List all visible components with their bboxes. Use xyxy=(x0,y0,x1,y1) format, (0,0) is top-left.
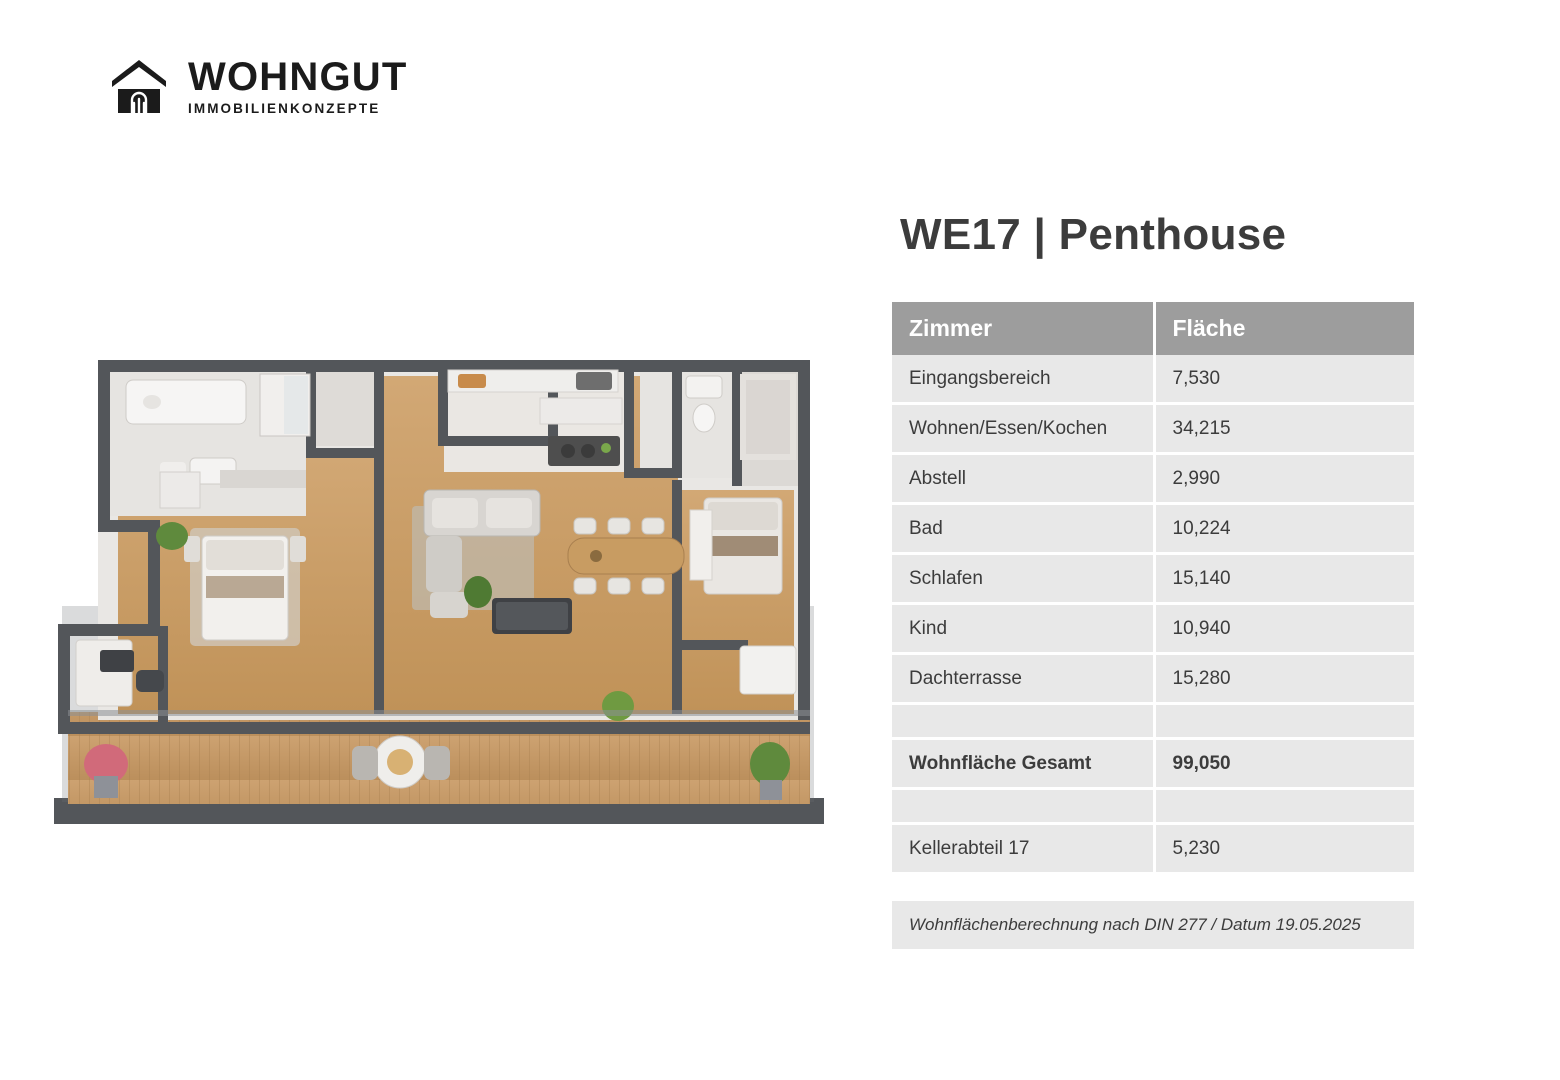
table-header-row xyxy=(892,302,1414,355)
column-header-area: Fläche xyxy=(1154,302,1414,355)
total-area: 99,050 xyxy=(1154,739,1414,789)
area-table xyxy=(892,302,1414,875)
room-area: 15,280 xyxy=(1154,654,1414,704)
column-header-room: Zimmer xyxy=(892,302,1154,355)
page-title: WE17 | Penthouse xyxy=(900,210,1287,259)
room-area xyxy=(1154,704,1414,739)
room-name: Kellerabteil 17 xyxy=(892,824,1154,874)
floorplan-image xyxy=(40,340,850,860)
table-row xyxy=(892,654,1414,704)
room-area: 5,230 xyxy=(1154,824,1414,874)
room-name xyxy=(892,704,1154,739)
room-name: Abstell xyxy=(892,454,1154,504)
table-row xyxy=(892,554,1414,604)
table-row xyxy=(892,504,1414,554)
room-area: 10,224 xyxy=(1154,504,1414,554)
table-total-row xyxy=(892,739,1414,789)
room-name: Schlafen xyxy=(892,554,1154,604)
room-name: Wohnen/Essen/Kochen xyxy=(892,404,1154,454)
table-row xyxy=(892,355,1414,404)
table-row xyxy=(892,404,1414,454)
table-row xyxy=(892,454,1414,504)
table-spacer-row xyxy=(892,789,1414,824)
room-name: Dachterrasse xyxy=(892,654,1154,704)
room-area: 15,140 xyxy=(1154,554,1414,604)
room-name: Eingangsbereich xyxy=(892,355,1154,404)
table-row xyxy=(892,824,1414,874)
total-label: Wohnfläche Gesamt xyxy=(892,739,1154,789)
room-area: 7,530 xyxy=(1154,355,1414,404)
table-spacer-row xyxy=(892,704,1414,739)
room-name xyxy=(892,789,1154,824)
area-panel xyxy=(892,210,1414,949)
brand-name: WOHNGUT xyxy=(188,54,408,99)
brand-tagline: IMMOBILIENKONZEPTE xyxy=(188,100,381,116)
room-area: 34,215 xyxy=(1154,404,1414,454)
room-area xyxy=(1154,789,1414,824)
footnote: Wohnflächenberechnung nach DIN 277 / Datum 19.05.2025 xyxy=(892,901,1414,949)
room-area: 10,940 xyxy=(1154,604,1414,654)
house-fingerprint-logo-icon xyxy=(108,55,170,117)
room-name: Bad xyxy=(892,504,1154,554)
room-area: 2,990 xyxy=(1154,454,1414,504)
room-name: Kind xyxy=(892,604,1154,654)
table-row xyxy=(892,604,1414,654)
brand-logo xyxy=(108,55,407,117)
